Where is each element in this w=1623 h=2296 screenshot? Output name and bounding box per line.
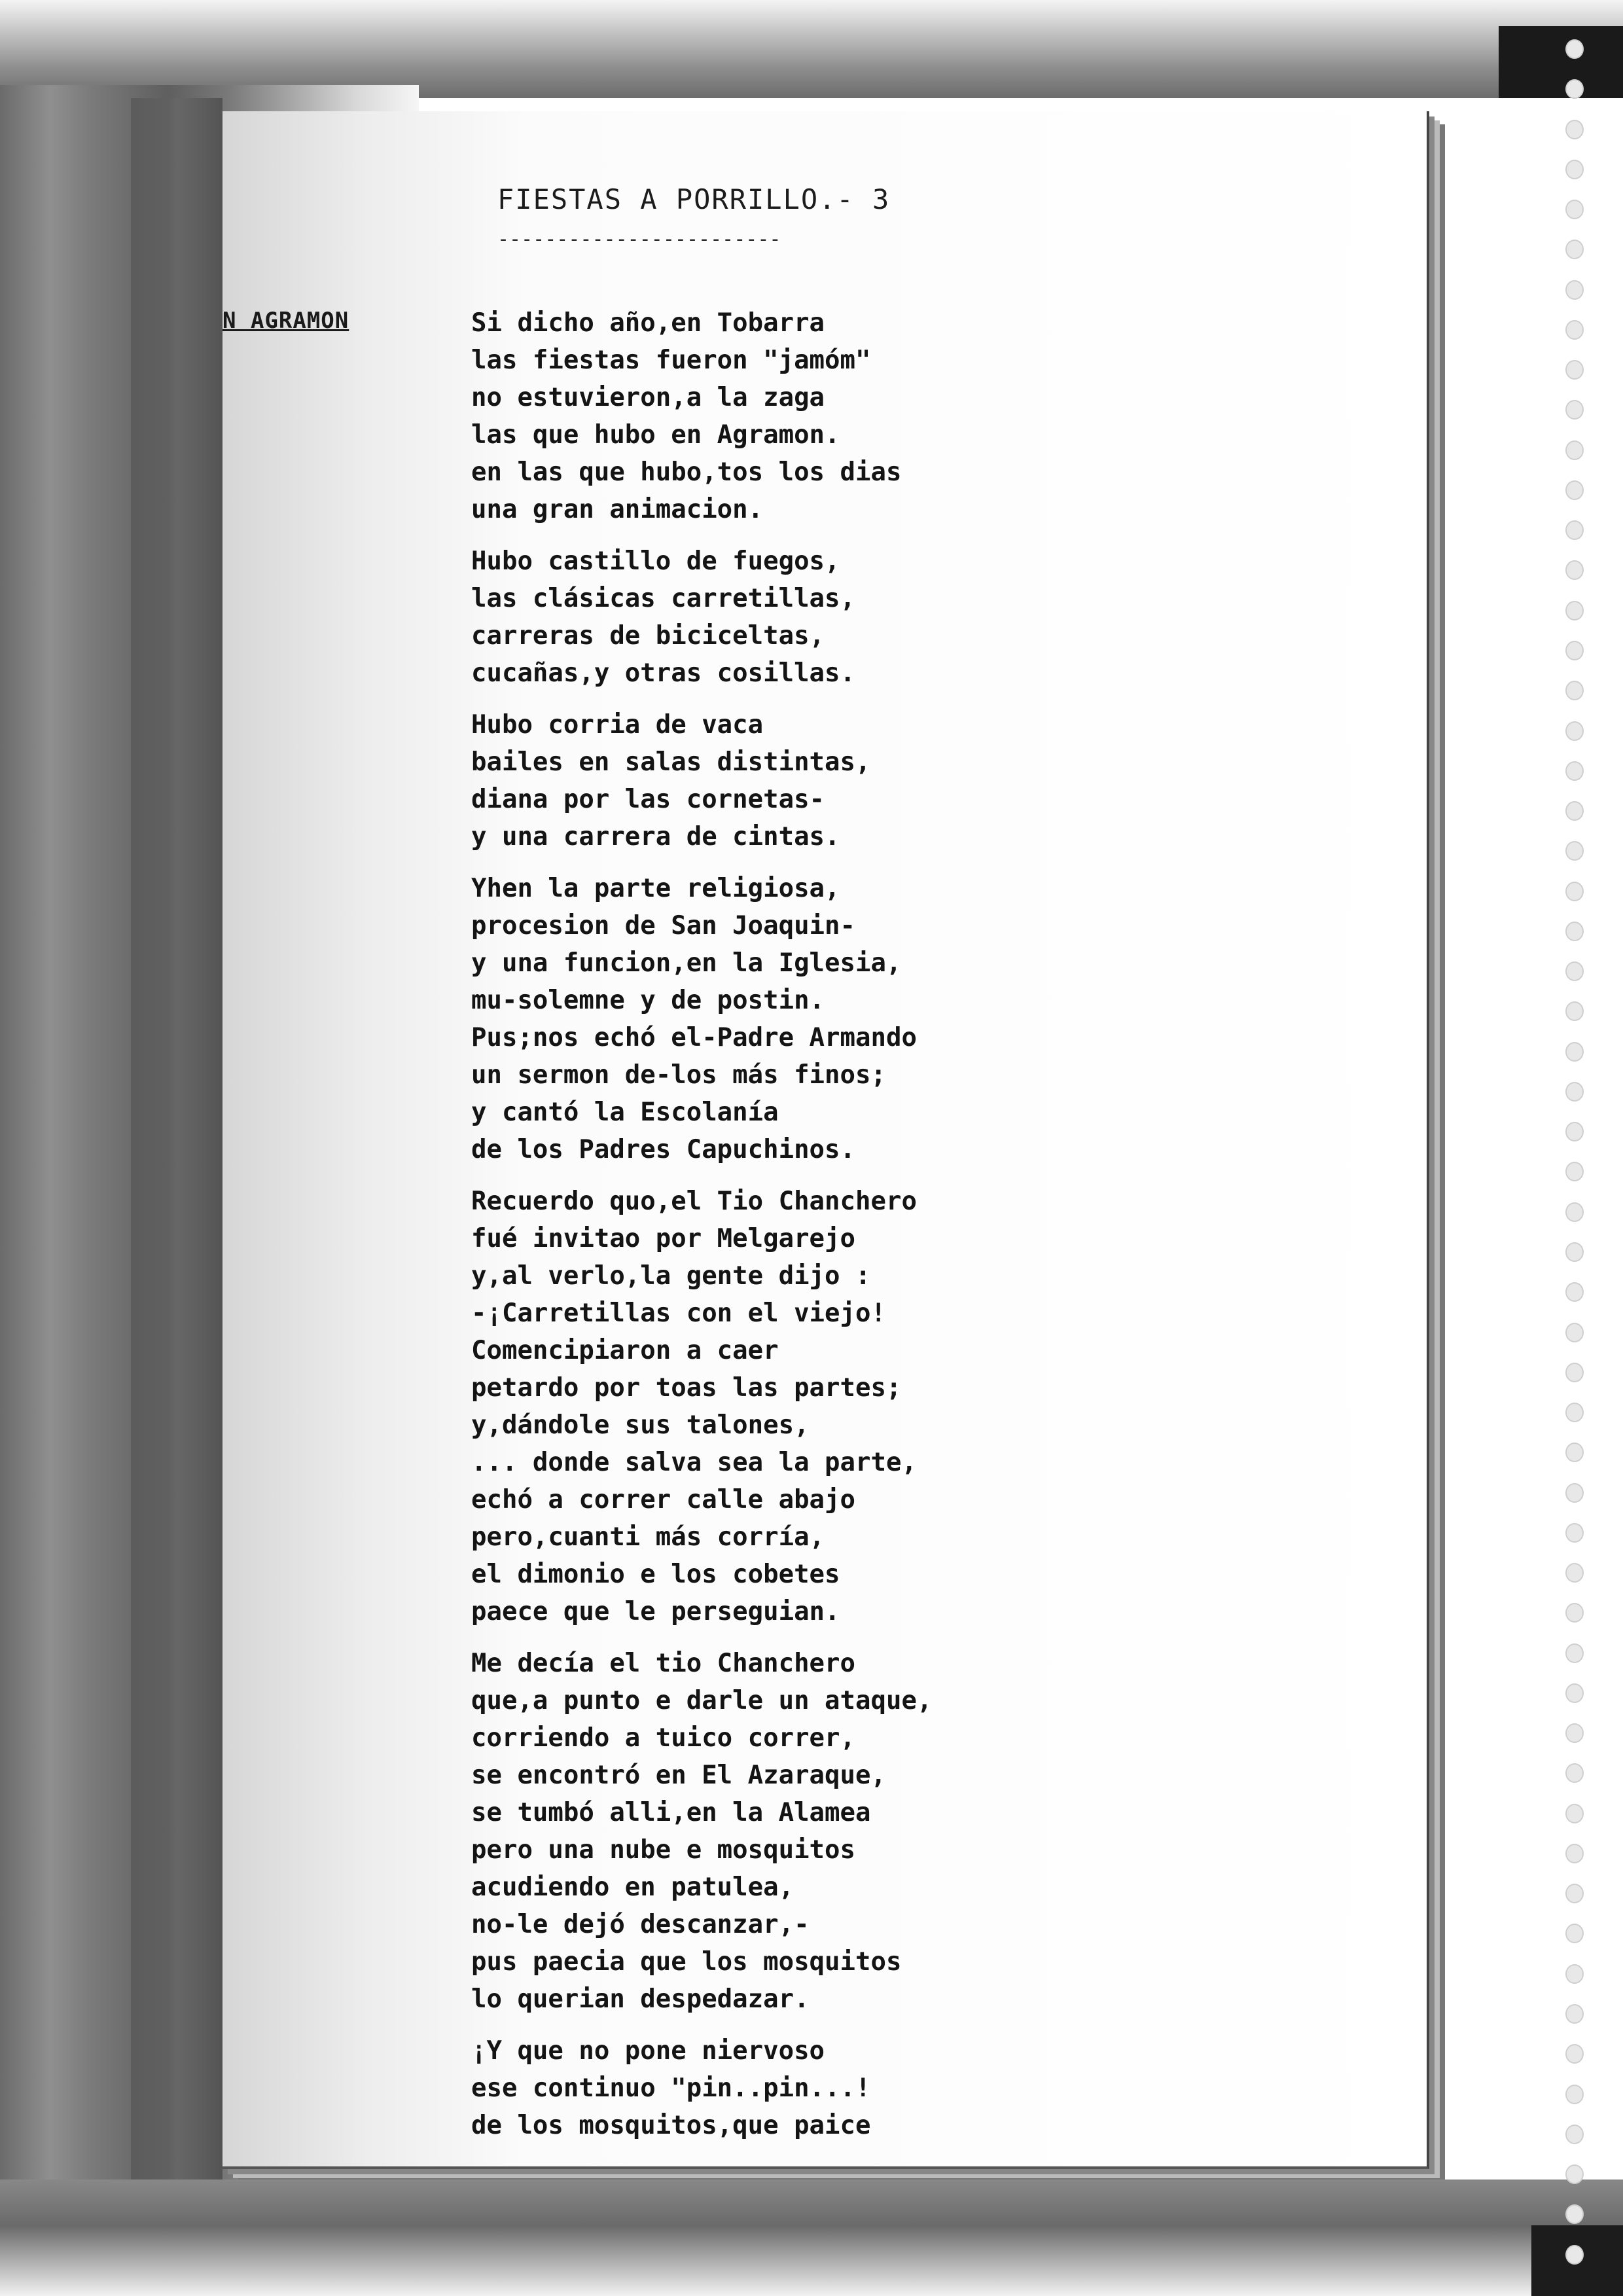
poem-line: petardo por toas las partes; — [471, 1373, 902, 1403]
perforation-hole — [1565, 1403, 1584, 1422]
stanza — [471, 706, 1335, 855]
poem-line: de los mosquitos,que paice — [471, 2111, 871, 2140]
poem-line: paece que le perseguian. — [471, 1597, 840, 1626]
poem-line: ¡Y que no pone niervoso — [471, 2036, 825, 2066]
perforation-hole — [1565, 1082, 1584, 1102]
perforation-hole — [1565, 360, 1584, 380]
poem-line: pero,cuanti más corría, — [471, 1522, 825, 1552]
poem-line: lo querian despedazar. — [471, 1984, 810, 2014]
perforation-hole — [1565, 2085, 1584, 2104]
stanza — [471, 870, 1335, 1168]
poem-line: Yhen la parte religiosa, — [471, 874, 840, 903]
perforation-hole — [1565, 841, 1584, 861]
stanza — [471, 543, 1335, 692]
perforation-hole — [1565, 1042, 1584, 1062]
perforation-hole — [1565, 480, 1584, 500]
perforation-hole — [1565, 601, 1584, 620]
perforation-hole — [1565, 440, 1584, 460]
poem-line: las fiestas fueron "jamóm" — [471, 346, 871, 375]
perforation-hole — [1565, 922, 1584, 941]
title-rule: ------------------------ — [497, 228, 781, 251]
poem-line: no-le dejó descanzar,- — [471, 1910, 810, 1939]
poem-line: Hubo corria de vaca — [471, 710, 764, 740]
poem-line: y una funcion,en la Iglesia, — [471, 948, 902, 978]
poem-line: un sermon de-los más finos; — [471, 1060, 886, 1090]
perforation-hole — [1565, 1763, 1584, 1783]
perforation-hole — [1565, 2245, 1584, 2265]
poem-line: procesion de San Joaquin- — [471, 911, 855, 941]
perforation-hole — [1565, 1603, 1584, 1623]
perforation-hole — [1565, 1483, 1584, 1503]
perforation-hole — [1565, 641, 1584, 660]
stanza — [471, 1183, 1335, 1630]
perforation-hole — [1565, 2004, 1584, 2024]
poem-body — [471, 304, 1335, 2159]
margin-label: N AGRAMON — [223, 308, 349, 334]
poem-line: -¡Carretillas con el viejo! — [471, 1299, 886, 1328]
perforation-hole — [1565, 1001, 1584, 1021]
perforation-hole — [1565, 280, 1584, 300]
poem-line: Me decía el tio Chanchero — [471, 1649, 855, 1678]
poem-line: Pus;nos echó el-Padre Armando — [471, 1023, 917, 1052]
poem-line: diana por las cornetas- — [471, 785, 825, 814]
stanza — [471, 1645, 1335, 2018]
poem-line: y,dándole sus talones, — [471, 1410, 810, 1440]
perforation-hole — [1565, 801, 1584, 821]
perforation-hole — [1565, 1964, 1584, 1984]
poem-line: Hubo castillo de fuegos, — [471, 547, 840, 576]
perforation-hole — [1565, 1884, 1584, 1903]
poem-line: se tumbó alli,en la Alamea — [471, 1798, 871, 1827]
poem-line: el dimonio e los cobetes — [471, 1560, 840, 1589]
scanner-top-corner — [1499, 26, 1623, 98]
poem-line: echó a correr calle abajo — [471, 1485, 855, 1515]
stanza — [471, 304, 1335, 528]
poem-line: bailes en salas distintas, — [471, 747, 871, 777]
poem-line: carreras de biciceltas, — [471, 621, 825, 651]
perforation-hole — [1565, 1162, 1584, 1181]
perforation-hole — [1565, 1643, 1584, 1663]
perforation-hole — [1565, 1242, 1584, 1262]
poem-line: y una carrera de cintas. — [471, 822, 840, 852]
scanner-top-band — [0, 0, 1623, 98]
perforation-hole — [1565, 520, 1584, 540]
perforation-hole — [1565, 1924, 1584, 1943]
perforation-hole — [1565, 1723, 1584, 1743]
poem-line: de los Padres Capuchinos. — [471, 1135, 855, 1164]
perforation-hole — [1565, 1323, 1584, 1342]
perforation-hole — [1565, 2044, 1584, 2064]
perforation-hole — [1565, 1282, 1584, 1302]
perforation-hole — [1565, 240, 1584, 259]
poem-line: y cantó la Escolanía — [471, 1098, 779, 1127]
poem-line: cucañas,y otras cosillas. — [471, 658, 855, 688]
left-page-edge — [131, 98, 223, 2179]
poem-line: las clásicas carretillas, — [471, 584, 855, 613]
perforation-hole — [1565, 1683, 1584, 1703]
poem-line: mu-solemne y de postin. — [471, 986, 825, 1015]
perforation-hole — [1565, 79, 1584, 99]
perforation-hole — [1565, 120, 1584, 139]
poem-line: en las que hubo,tos los dias — [471, 457, 902, 487]
poem-line: y,al verlo,la gente dijo : — [471, 1261, 871, 1291]
perforation-hole — [1565, 320, 1584, 340]
poem-line: ese continuo "pin..pin...! — [471, 2073, 871, 2103]
poem-line: Si dicho año,en Tobarra — [471, 308, 825, 338]
perforation-hole — [1565, 882, 1584, 901]
perforation-hole — [1565, 1563, 1584, 1583]
perforation-hole — [1565, 1804, 1584, 1823]
perforation-hole — [1565, 2125, 1584, 2144]
perforation-hole — [1565, 721, 1584, 741]
perforation-hole — [1565, 160, 1584, 179]
perforation-hole — [1565, 400, 1584, 420]
perforation-hole — [1565, 1122, 1584, 1141]
poem-line: se encontró en El Azaraque, — [471, 1761, 886, 1790]
poem-line: fué invitao por Melgarejo — [471, 1224, 855, 1253]
perforation-hole — [1565, 560, 1584, 580]
poem-line: pus paecia que los mosquitos — [471, 1947, 902, 1977]
poem-line: corriendo a tuico correr, — [471, 1723, 855, 1753]
page-title: FIESTAS A PORRILLO.- 3 — [497, 183, 891, 215]
perforation-hole — [1565, 681, 1584, 700]
perforation-hole — [1565, 961, 1584, 981]
perforation-hole — [1565, 39, 1584, 59]
perforation-hole — [1565, 1443, 1584, 1462]
perforation-hole — [1565, 1202, 1584, 1222]
poem-line: Recuerdo quo,el Tio Chanchero — [471, 1187, 917, 1216]
perforation-hole — [1565, 761, 1584, 781]
perforation-hole — [1565, 200, 1584, 219]
poem-line: que,a punto e darle un ataque, — [471, 1686, 933, 1715]
poem-line: no estuvieron,a la zaga — [471, 383, 825, 412]
perforation-hole — [1565, 2204, 1584, 2224]
poem-line: las que hubo en Agramon. — [471, 420, 840, 450]
perforation-hole — [1565, 1844, 1584, 1863]
stanza — [471, 2032, 1335, 2144]
poem-line: Comencipiaron a caer — [471, 1336, 779, 1365]
perforation-holes — [1565, 39, 1584, 2265]
poem-line: una gran animacion. — [471, 495, 764, 524]
poem-line: ... donde salva sea la parte, — [471, 1448, 917, 1477]
poem-line: acudiendo en patulea, — [471, 1873, 794, 1902]
perforation-hole — [1565, 1523, 1584, 1543]
perforation-hole — [1565, 1363, 1584, 1382]
scanner-bottom-band — [0, 2179, 1623, 2296]
perforation-hole — [1565, 2164, 1584, 2184]
poem-line: pero una nube e mosquitos — [471, 1835, 855, 1865]
